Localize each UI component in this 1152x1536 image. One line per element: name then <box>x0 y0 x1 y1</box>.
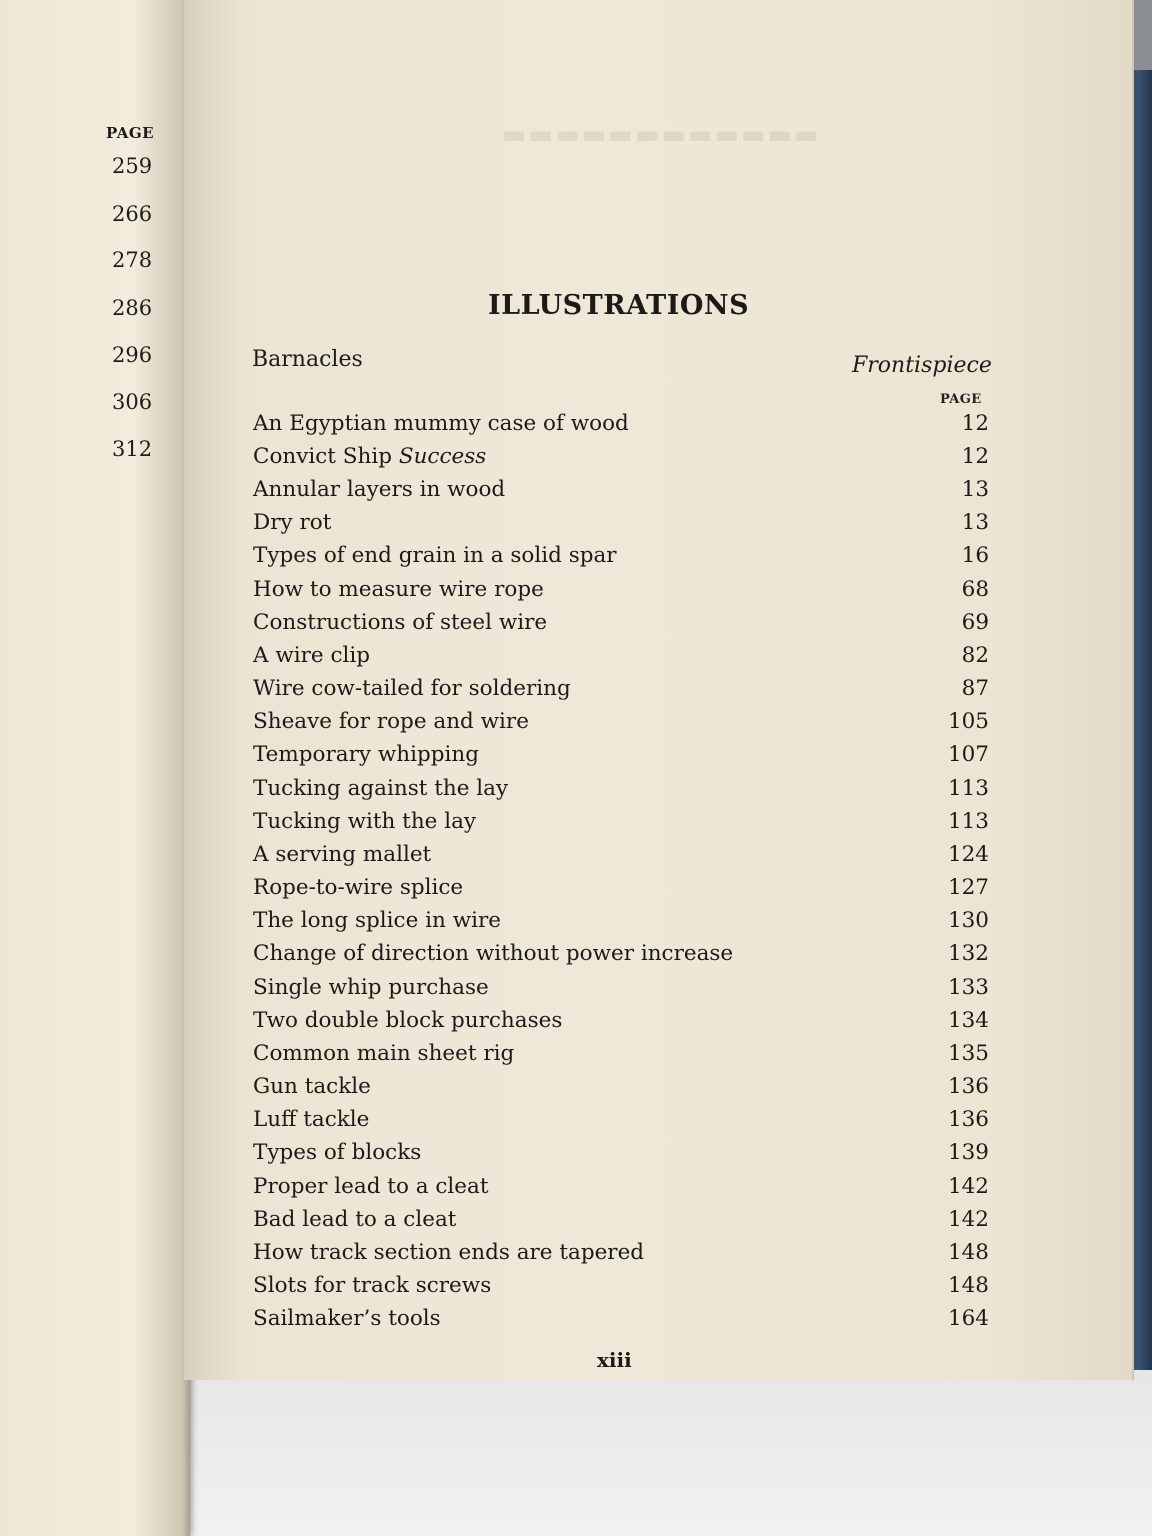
entry-title: Types of blocks <box>253 1140 422 1165</box>
list-item <box>253 1074 993 1107</box>
entry-title-text: Convict Ship <box>253 444 399 469</box>
left-page-header: PAGE <box>106 124 155 142</box>
entry-page: 130 <box>947 908 989 933</box>
list-item <box>253 709 993 742</box>
list-item <box>253 1207 993 1240</box>
left-page-number: 312 <box>112 437 153 461</box>
entry-page: 107 <box>947 742 989 767</box>
left-page-number: 266 <box>112 202 153 226</box>
entry-page: 127 <box>947 875 989 900</box>
entry-page: 12 <box>961 444 989 469</box>
entry-page: 113 <box>947 776 989 801</box>
entry-page: 148 <box>947 1240 989 1265</box>
entry-title: Dry rot <box>253 510 332 535</box>
entry-page: 16 <box>961 543 989 568</box>
entry-page: 13 <box>961 477 989 502</box>
entry-title: An Egyptian mummy case of wood <box>253 411 629 436</box>
list-item <box>253 543 993 576</box>
list-item <box>253 941 993 974</box>
entry-page: 142 <box>947 1174 989 1199</box>
entry-page: 132 <box>947 941 989 966</box>
entry-page: 13 <box>961 510 989 535</box>
entry-title: Two double block purchases <box>253 1008 563 1033</box>
list-item <box>253 1140 993 1173</box>
page-title: ILLUSTRATIONS <box>488 290 750 321</box>
entry-title: Gun tackle <box>253 1074 371 1099</box>
list-item <box>253 510 993 543</box>
entry-page: 136 <box>947 1107 989 1132</box>
left-page-number: 259 <box>112 154 153 178</box>
list-item <box>253 1107 993 1140</box>
entry-title: How to measure wire rope <box>253 577 544 602</box>
entry-title: Rope-to-wire splice <box>253 875 464 900</box>
entry-page: 69 <box>961 610 989 635</box>
entry-title: Single whip purchase <box>253 975 489 1000</box>
entry-page: 87 <box>961 676 989 701</box>
list-item <box>253 975 993 1008</box>
entry-title: The long splice in wire <box>253 908 501 933</box>
list-item <box>253 742 993 775</box>
list-item <box>253 842 993 875</box>
list-item <box>253 809 993 842</box>
list-item <box>253 1240 993 1273</box>
entry-title: Wire cow-tailed for soldering <box>253 676 571 701</box>
entry-title: Sheave for rope and wire <box>253 709 529 734</box>
frontispiece-title: Barnacles <box>252 347 363 372</box>
entry-title: How track section ends are tapered <box>253 1240 645 1265</box>
list-item <box>253 875 993 908</box>
entry-title: Sailmaker’s tools <box>253 1306 441 1331</box>
entry-page: 136 <box>947 1074 989 1099</box>
entry-page: 124 <box>947 842 989 867</box>
entry-title: Slots for track screws <box>253 1273 492 1298</box>
entry-page: 12 <box>961 411 989 436</box>
list-item <box>253 776 993 809</box>
entry-title: Types of end grain in a solid spar <box>253 543 617 568</box>
page-folio: xiii <box>597 1348 632 1372</box>
entry-title-italic: Success <box>398 444 487 469</box>
entry-title: Tucking against the lay <box>253 776 509 801</box>
list-item <box>253 1273 993 1306</box>
entry-title: A serving mallet <box>253 842 432 867</box>
entry-page: 164 <box>947 1306 989 1331</box>
left-page <box>0 0 190 1536</box>
list-item <box>253 1306 993 1339</box>
frontispiece-page: Frontispiece <box>852 353 992 378</box>
list-item <box>253 477 993 510</box>
list-item <box>253 1041 993 1074</box>
left-page-number: 286 <box>112 296 153 320</box>
list-item <box>253 1174 993 1207</box>
entry-page: 113 <box>947 809 989 834</box>
entry-title: Proper lead to a cleat <box>253 1174 489 1199</box>
entry-page: 139 <box>947 1140 989 1165</box>
left-page-number: 296 <box>112 343 153 367</box>
entry-page: 82 <box>961 643 989 668</box>
entry-page: 133 <box>947 975 989 1000</box>
left-page-number: 278 <box>112 248 153 272</box>
entry-page: 148 <box>947 1273 989 1298</box>
list-item <box>253 444 993 477</box>
list-item <box>253 643 993 676</box>
entry-title: Tucking with the lay <box>253 809 477 834</box>
entry-page: 135 <box>947 1041 989 1066</box>
entry-page: 68 <box>961 577 989 602</box>
entry-title: Constructions of steel wire <box>253 610 548 635</box>
entry-title: Temporary whipping <box>253 742 479 767</box>
list-item <box>253 676 993 709</box>
entry-title: Bad lead to a cleat <box>253 1207 457 1232</box>
list-item <box>253 610 993 643</box>
list-item <box>253 411 993 444</box>
entry-page: 134 <box>947 1008 989 1033</box>
left-page-number: 306 <box>112 390 153 414</box>
list-item <box>253 577 993 610</box>
entry-title: Luff tackle <box>253 1107 370 1132</box>
entry-title: Common main sheet rig <box>253 1041 515 1066</box>
page-column-header: PAGE <box>940 392 982 407</box>
entry-title: Annular layers in wood <box>253 477 506 502</box>
bleed-through-texture: ▬▬▬▬▬▬▬▬▬▬▬▬ <box>500 120 819 150</box>
entry-page: 105 <box>947 709 989 734</box>
entry-page: 142 <box>947 1207 989 1232</box>
list-item <box>253 908 993 941</box>
entry-title <box>253 444 486 469</box>
entry-title: Change of direction without power increase <box>253 941 734 966</box>
entry-title: A wire clip <box>253 643 371 668</box>
list-item <box>253 1008 993 1041</box>
